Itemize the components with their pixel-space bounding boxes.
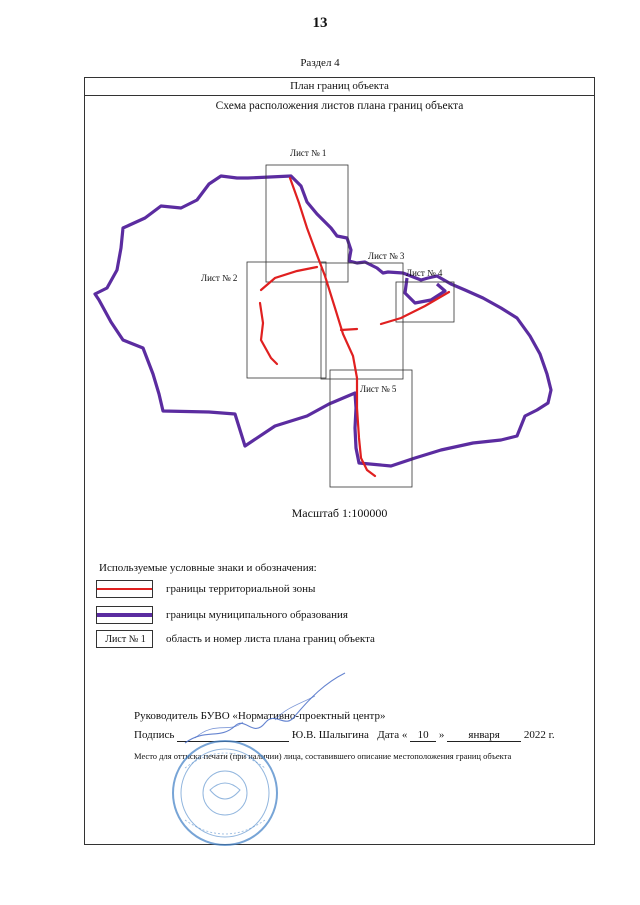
sheet-1-rect [266,165,348,282]
legend-municipal-text: границы муниципального образования [166,609,348,621]
municipal-boundary [95,176,551,466]
plan-frame [84,77,595,845]
section-label: Раздел 4 [300,57,340,69]
date-year: 2022 г. [523,729,555,741]
date-month: января [447,729,521,742]
sheet-2-rect [247,262,326,378]
date-day: 10 [410,729,436,742]
legend-sheet-swatch-box [96,630,153,648]
signer-position: Руководитель БУВО «Нормативно-проектный центр» [134,710,386,722]
signature-prefix: Подпись [134,729,175,741]
scale-label: Масштаб 1:100000 [291,506,388,520]
sheet-3-label: Лист № 3 [368,251,405,261]
sheet-1-label: Лист № 1 [290,148,327,158]
stamp-note: Место для оттиска печати (при наличии) лица, составившего описание местоположения границ объекта [134,751,512,761]
legend-municipal-line [97,613,152,617]
legend-zone-text: границы территориальной зоны [166,583,316,595]
legend-zone-line [97,588,152,590]
legend-zone-swatch-box [96,580,153,598]
sheet-layout-map [85,78,594,498]
signer-name: Ю.В. Шалыгина [291,729,369,741]
legend-sheet-text: область и номер листа плана границ объекта [166,633,375,645]
date-mid: » [438,729,445,741]
sheet-4-label: Лист № 4 [406,268,443,278]
frame-title: План границ объекта [85,78,594,96]
sheet-5-label: Лист № 5 [360,384,397,394]
sheet-2-label: Лист № 2 [201,273,238,283]
handwritten-signature [175,668,355,758]
date-prefix: Дата « [377,729,408,741]
scheme-title: Схема расположения листов плана границ объекта [215,100,464,112]
page-number: 13 [312,15,328,31]
legend-sheet-sample: Лист № 1 [105,634,146,645]
legend-title: Используемые условные знаки и обозначения: [99,562,317,574]
legend-municipal-swatch-box [96,606,153,624]
